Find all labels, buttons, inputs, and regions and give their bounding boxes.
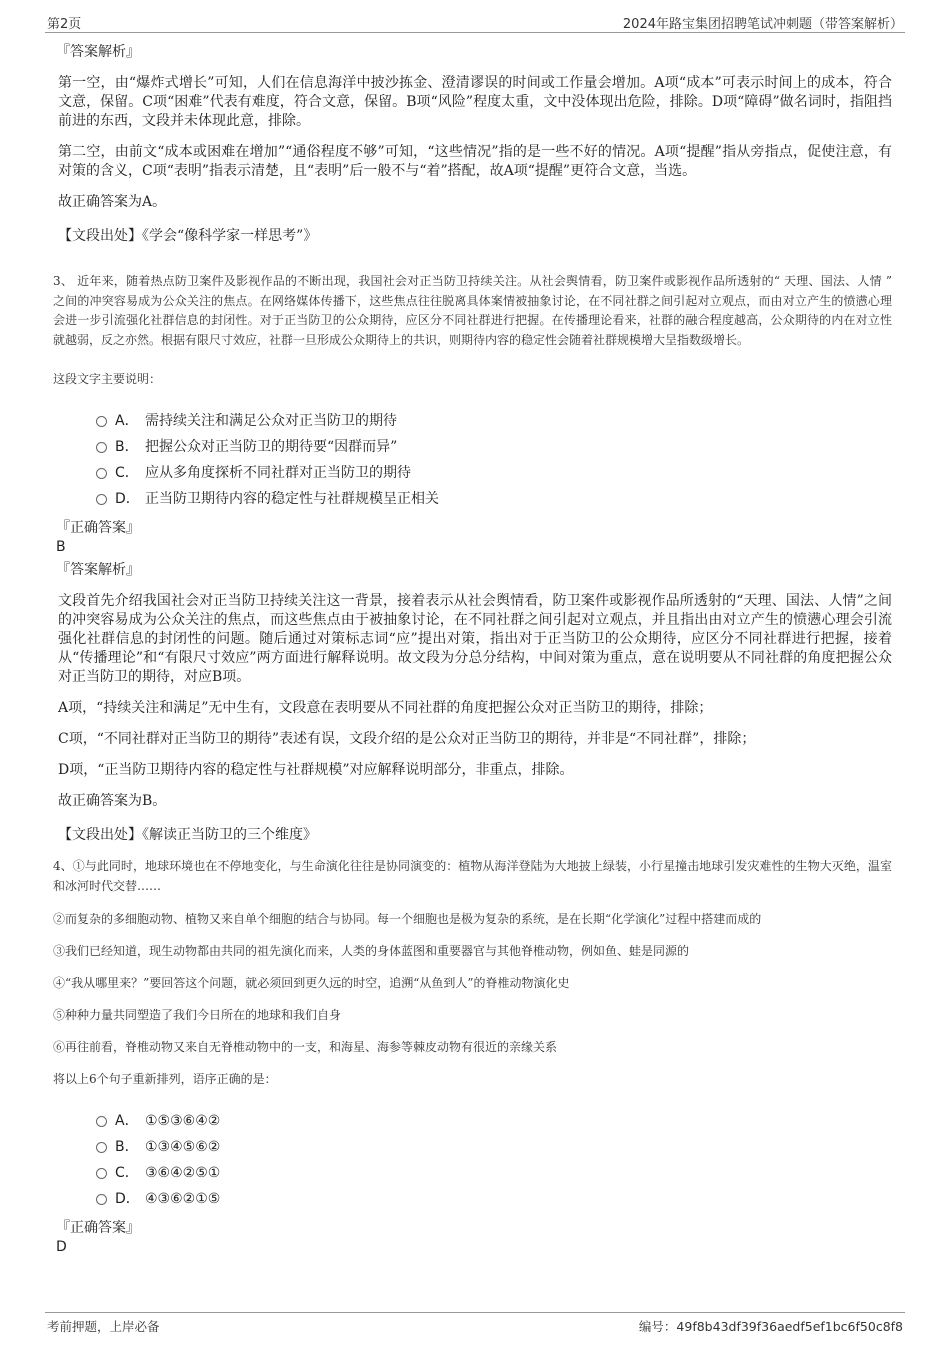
q4-answer: D <box>56 1239 67 1255</box>
radio-icon[interactable] <box>96 1116 107 1127</box>
q2-analysis-p2: 第二空，由前文“成本或困难在增加”“通俗程度不够”可知，“这些情况”指的是一些不好的情况。A项“提醒”指从旁指点，促使注意，有对策的含义，C项“表明”指表示清楚，且“表明”后一般不与“着”搭配，故A项“提醒”更符合文意，当选。 <box>58 144 892 179</box>
radio-icon[interactable] <box>96 442 107 453</box>
q4-option-b[interactable]: B． ①③④⑤⑥② <box>96 1134 892 1160</box>
q4-option-a[interactable]: A． ①⑤③⑥④② <box>96 1108 892 1134</box>
q3-option-b[interactable]: B． 把握公众对正当防卫的期待要“因群而异” <box>96 434 892 460</box>
q3-analysis-conclusion: 故正确答案为B。 <box>58 793 167 809</box>
radio-icon[interactable] <box>96 1168 107 1179</box>
radio-icon[interactable] <box>96 468 107 479</box>
q3-options <box>96 408 892 512</box>
page-footer <box>45 1312 905 1337</box>
q4-sentence-3: ③我们已经知道，现生动物都由共同的祖先演化而来，人类的身体蓝图和重要器官与其他脊椎动物，例如鱼、蛙是同源的 <box>53 944 690 958</box>
q3-analysis-p1: 文段首先介绍我国社会对正当防卫持续关注这一背景，接着表示从社会舆情看，防卫案件或影视作品所透射的“天理、国法、人情”之间的冲突容易成为公众关注的焦点，而这些焦点由于被抽象讨论，在不同社群之间引起对立观点，并且指出由对立产生的愤懑心理会引流强化社群信息的封闭性的问题。随后通过对策标志词“应”提出对策，指出对于正当防卫的公众期待，应区分不同社群进行把握，接着从“传播理论”和“有限尺寸效应”两方面进行解释说明。故文段为分总分结构，中间对策为重点，意在说明要从不同社群的角度把握公众对正当防卫的期待，对应B项。 <box>58 593 892 685</box>
q3-analysis-p2: A项，“持续关注和满足”无中生有，文段意在表明要从不同社群的角度把握公众对正当防卫的期待，排除； <box>58 700 713 716</box>
q3-stem: 这段文字主要说明： <box>53 372 162 386</box>
radio-icon[interactable] <box>96 1142 107 1153</box>
q3-analysis-label: 『答案解析』 <box>56 562 140 578</box>
q3-answer: B <box>56 539 66 555</box>
q2-analysis-p1: 第一空，由“爆炸式增长”可知，人们在信息海洋中披沙拣金、澄清谬误的时间或工作量会增加。A项“成本”可表示时间上的成本，符合文意，保留。C项“困难”代表有难度，符合文意，保留。B项“风险”程度太重，文中没体现出危险，排除。D项“障碍”做名词时，指阻挡前进的东西，文段并未体现此意，排除。 <box>58 75 892 129</box>
q4-correct-label: 『正确答案』 <box>56 1220 140 1236</box>
q3-analysis-p3: C项，“不同社群对正当防卫的期待”表述有误，文段介绍的是公众对正当防卫的期待，并非是“不同社群”，排除； <box>58 731 756 747</box>
q4-stem: 将以上6个句子重新排列，语序正确的是： <box>53 1072 277 1086</box>
document-title: 2024年路宝集团招聘笔试冲刺题（带答案解析） <box>622 17 903 32</box>
q4-sentence-2: ②而复杂的多细胞动物、植物又来自单个细胞的结合与协同。每一个细胞也是极为复杂的系统，是在长期“化学演化”过程中搭建而成的 <box>53 912 762 926</box>
page-content <box>53 42 892 1256</box>
q4-sentence-5: ⑤种种力量共同塑造了我们今日所在的地球和我们自身 <box>53 1008 342 1022</box>
page-number: 第2页 <box>47 17 82 32</box>
q3-source: 【文段出处】《解读正当防卫的三个维度》 <box>58 827 317 843</box>
radio-icon[interactable] <box>96 1194 107 1205</box>
radio-icon[interactable] <box>96 416 107 427</box>
q4-sentence-4: ④“我从哪里来？”要回答这个问题，就必须回到更久远的时空，追溯“从鱼到人”的脊椎动物演化史 <box>53 976 570 990</box>
q4-option-c[interactable]: C． ③⑥④②⑤① <box>96 1160 892 1186</box>
q4-sentence-6: ⑥再往前看，脊椎动物又来自无脊椎动物中的一支，和海星、海参等棘皮动物有很近的亲缘关系 <box>53 1040 558 1054</box>
q4-options <box>96 1108 892 1212</box>
q3-option-d[interactable]: D． 正当防卫期待内容的稳定性与社群规模呈正相关 <box>96 486 892 512</box>
document-id: 编号：49f8b43df39f36aedf5ef1bc6f50c8f8 <box>638 1319 903 1334</box>
q4-sentence-1: 4、①与此同时，地球环境也在不停地变化，与生命演化往往是协同演变的：植物从海洋登陆为大地披上绿装，小行星撞击地球引发灾难性的生物大灭绝，温室和冰河时代交替…… <box>53 859 892 893</box>
q3-passage: 3、 近年来，随着热点防卫案件及影视作品的不断出现，我国社会对正当防卫持续关注。从社会舆情看，防卫案件或影视作品所透射的“ 天理、国法、人情 ” 之间的冲突容易成为公众关注的焦点。在网络媒体传播下，这些焦点往往脱离具体案情被抽象讨论，在不同社群之间引起对立观点，而由对立产生的愤懑心理会进一步引流强化社群信息的封闭性。对于正当防卫的公众期待，应区分不同社群进行把握。在传播理论看来，社群的融合程度越高，公众期待的内在对立性就越弱，反之亦然。根据有限尺寸效应，社群一旦形成公众期待上的共识，则期待内容的稳定性会随着社群规模增大呈指数级增长。 <box>53 274 892 347</box>
q2-source: 【文段出处】《学会“像科学家一样思考”》 <box>58 228 318 244</box>
q3-option-a[interactable]: A． 需持续关注和满足公众对正当防卫的期待 <box>96 408 892 434</box>
footer-slogan: 考前押题，上岸必备 <box>47 1319 160 1334</box>
q3-analysis-p4: D项，“正当防卫期待内容的稳定性与社群规模”对应解释说明部分，非重点，排除。 <box>58 762 574 778</box>
q3-correct-label: 『正确答案』 <box>56 520 140 536</box>
page-header <box>45 10 905 33</box>
q4-option-d[interactable]: D． ④③⑥②①⑤ <box>96 1186 892 1212</box>
q3-option-c[interactable]: C． 应从多角度探析不同社群对正当防卫的期待 <box>96 460 892 486</box>
q2-analysis-label: 『答案解析』 <box>56 44 140 60</box>
q2-analysis-conclusion: 故正确答案为A。 <box>58 194 167 210</box>
radio-icon[interactable] <box>96 494 107 505</box>
